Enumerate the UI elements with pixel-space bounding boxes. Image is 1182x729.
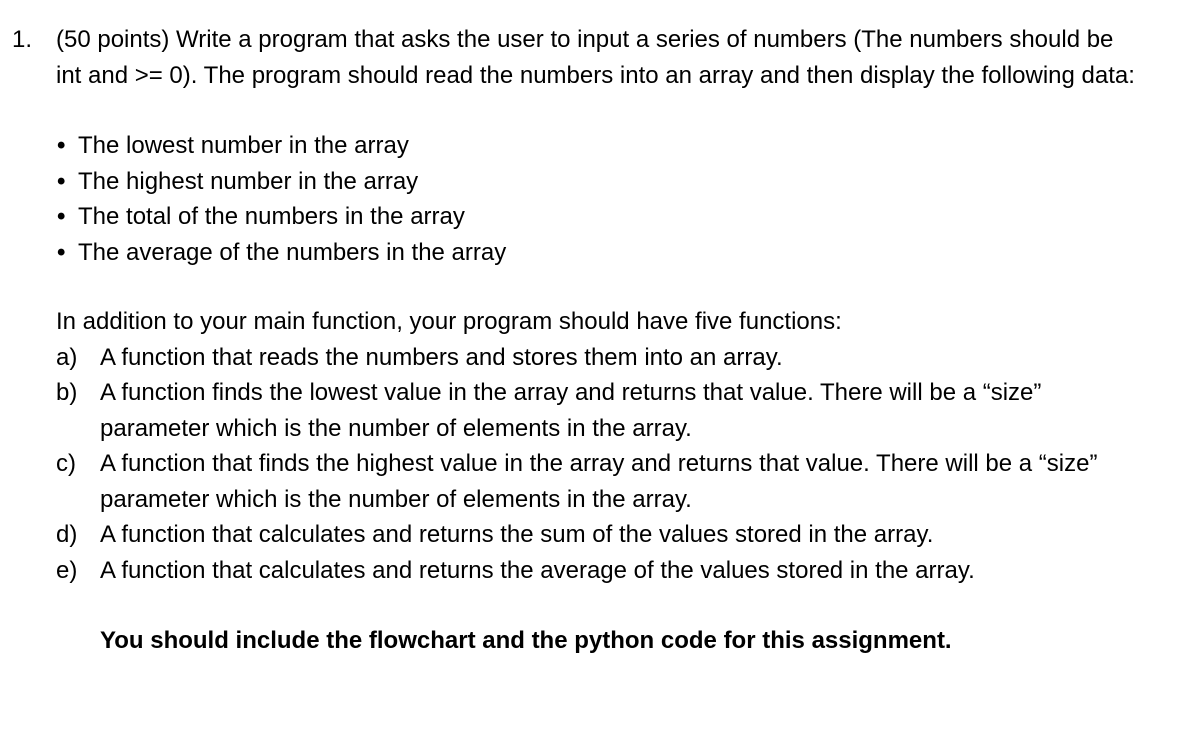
- function-text: A function that calculates and returns the average of the values stored in the array.: [100, 556, 975, 584]
- functions-intro: In addition to your main function, your program should have five functions:: [56, 308, 842, 335]
- question-block: [0, 22, 1182, 93]
- assignment-document: [0, 22, 1182, 659]
- function-text: A function that reads the numbers and stores them into an array.: [100, 343, 783, 371]
- function-item-c: [0, 446, 1182, 517]
- function-letter: c): [56, 450, 76, 477]
- function-item-e: [0, 553, 1182, 589]
- assignment-note: You should include the flowchart and the python code for this assignment.: [100, 627, 952, 654]
- function-item-d: [0, 517, 1182, 553]
- bullet-item-average: [56, 235, 1182, 271]
- function-letter: a): [56, 343, 78, 371]
- bullet-item-total: [56, 199, 1182, 235]
- bullet-text: The total of the numbers in the array: [78, 203, 465, 230]
- bullet-text: The highest number in the array: [78, 167, 419, 195]
- bullet-item-lowest: [56, 128, 1182, 164]
- function-text: A function that finds the highest value in the array and returns that value. There will be a “size” parameter which is the number of elements in the array.: [100, 450, 1098, 513]
- bullet-text: The lowest number in the array: [78, 132, 409, 159]
- bullet-icon: •: [57, 203, 66, 230]
- bullet-icon: •: [57, 238, 66, 266]
- function-letter: e): [56, 556, 78, 584]
- function-list: [0, 340, 1182, 589]
- function-text: A function finds the lowest value in the array and returns that value. There will be a “size” parameter which is the number of elements in the array.: [100, 379, 1042, 442]
- function-item-b: [0, 375, 1182, 446]
- bullet-icon: •: [57, 132, 66, 159]
- bullet-item-highest: [56, 164, 1182, 200]
- function-item-a: [0, 340, 1182, 376]
- bullet-list: [0, 128, 1182, 270]
- function-text: A function that calculates and returns the sum of the values stored in the array.: [100, 521, 934, 548]
- bullet-text: The average of the numbers in the array: [78, 238, 507, 266]
- question-text: (50 points) Write a program that asks the user to input a series of numbers (The numbers should be int and >= 0). The program should read the numbers into an array and then display the following data:: [56, 26, 1135, 89]
- function-letter: d): [56, 521, 78, 548]
- question-number: 1.: [12, 26, 33, 53]
- bullet-icon: •: [57, 167, 66, 195]
- function-letter: b): [56, 379, 78, 406]
